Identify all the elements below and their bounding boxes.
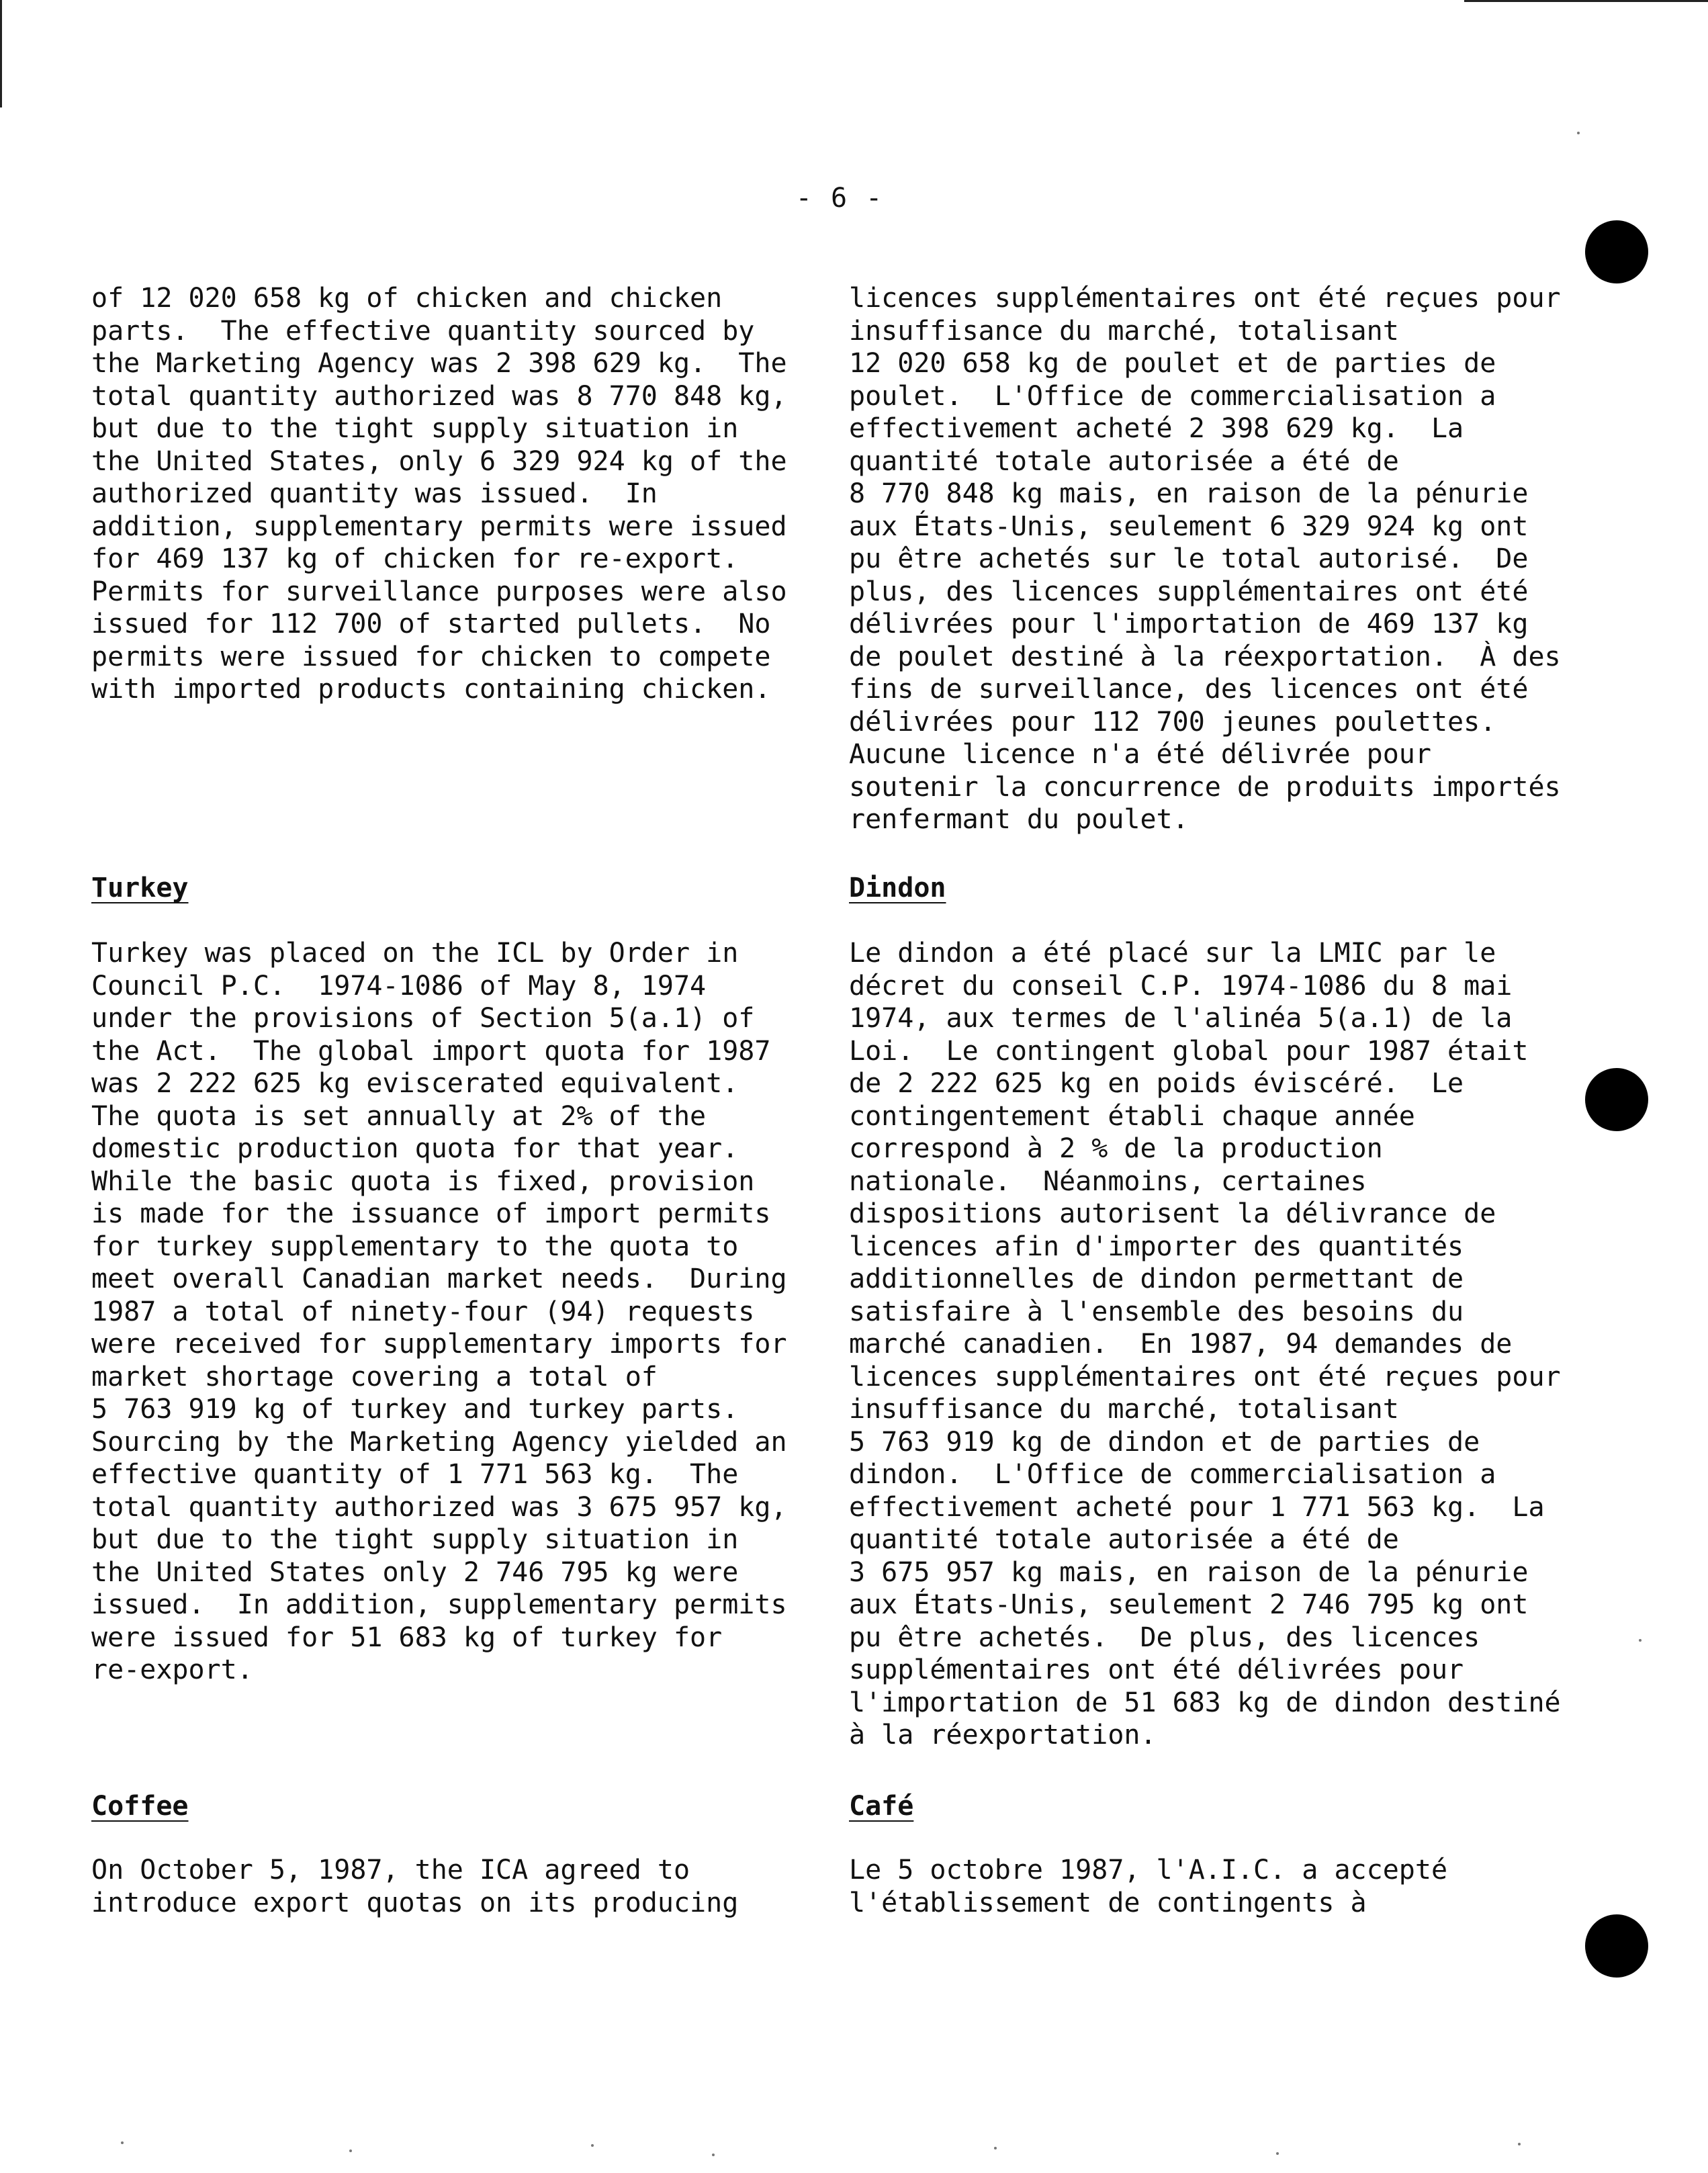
chicken-paragraph-fr: licences supplémentaires ont été reçues pour insuffisance du marché, totalisant 12 020 658 kg de poulet et de parties de poulet. L'Office de commercialisation a effectivement acheté 2 398 629 kg. La quantité totale autorisée a été de 8 770 848 kg mais, en raison de la pénurie aux États-Unis, seulement 6 329 924 kg ont pu être achetés sur le total autorisé. De plus, des licences supplémentaires ont été délivrées pour l'importation de 469 137 kg de poulet destiné à la réexportation. À des fins de surveillance, des licences ont été délivrées pour 112 700 jeunes poulettes. Aucune licence n'a été délivrée pour soutenir la concurrence de produits importés renfermant du poulet. (849, 283, 1561, 835)
turkey-paragraph-fr: Le dindon a été placé sur la LMIC par le décret du conseil C.P. 1974-1086 du 8 mai 1974, aux termes de l'alinéa 5(a.1) de la Loi. Le contingent global pour 1987 était de 2 222 625 kg en poids éviscéré. Le contingentement établi chaque année correspond à 2 % de la production nationale. Néanmoins, certaines dispositions autorisent la délivrance de licences afin d'importer des quantités additionnelles de dindon permettant de satisfaire à l'ensemble des besoins du marché canadien. En 1987, 94 demandes de licences supplémentaires ont été reçues pour insuffisance du marché, totalisant 5 763 919 kg de dindon et de parties de dindon. L'Office de commercialisation a effectivement acheté pour 1 771 563 kg. La quantité totale autorisée a été de 3 675 957 kg mais, en raison de la pénurie aux États-Unis, seulement 2 746 795 kg ont pu être achetés. De plus, des licences supplémentaires ont été délivrées pour l'importation de 51 683 kg de dindon destiné à la réexportation. (849, 938, 1561, 1750)
scan-speck (121, 2141, 124, 2144)
scan-speck (712, 2154, 715, 2156)
chicken-paragraph-en: of 12 020 658 kg of chicken and chicken parts. The effective quantity sourced by the Marketing Agency was 2 398 629 kg. The total quantity authorized was 8 770 848 kg, but due to the tight supply situation in the United States, only 6 329 924 kg of the authorized quantity was issued. In addition, supplementary permits were issued for 469 137 kg of chicken for re-export. Permits for surveillance purposes were also issued for 112 700 of started pullets. No permits were issued for chicken to compete with imported products containing chicken. (91, 283, 787, 705)
coffee-paragraph-fr: Le 5 octobre 1987, l'A.I.C. a accepté l'établissement de contingents à (849, 1855, 1448, 1918)
coffee-heading-en: Coffee (91, 1791, 189, 1822)
punch-hole-middle (1585, 1068, 1648, 1131)
scan-speck (1577, 132, 1580, 134)
turkey-heading-en: Turkey (91, 873, 189, 903)
punch-hole-top (1585, 220, 1648, 283)
scan-speck (1639, 1639, 1642, 1642)
scan-speck (994, 2147, 997, 2149)
page-number: - 6 - (795, 183, 884, 214)
scan-speck (1518, 2143, 1521, 2145)
coffee-heading-fr: Café (849, 1791, 914, 1822)
coffee-paragraph-en: On October 5, 1987, the ICA agreed to introduce export quotas on its producing (91, 1855, 739, 1918)
turkey-paragraph-en: Turkey was placed on the ICL by Order in Council P.C. 1974-1086 of May 8, 1974 under the provisions of Section 5(a.1) of the Act. The global import quota for 1987 was 2 222 625 kg eviscerated equivalent. The quota is set annually at 2% of the domestic production quota for that year. While the basic quota is fixed, provision is made for the issuance of import permits for turkey supplementary to the quota to meet overall Canadian market needs. During 1987 a total of ninety-four (94) requests were received for supplementary imports for market shortage covering a total of 5 763 919 kg of turkey and turkey parts. Sourcing by the Marketing Agency yielded an effective quantity of 1 771 563 kg. The total quantity authorized was 3 675 957 kg, but due to the tight supply situation in the United States only 2 746 795 kg were issued. In addition, supplementary permits were issued for 51 683 kg of turkey for re-export. (91, 938, 787, 1685)
scan-speck (591, 2144, 594, 2147)
punch-hole-bottom (1585, 1914, 1648, 1978)
scan-speck (349, 2149, 352, 2152)
scan-edge-top (1464, 0, 1708, 2)
scan-edge-left (0, 0, 2, 107)
turkey-heading-fr: Dindon (849, 873, 946, 903)
scan-speck (1276, 2152, 1279, 2155)
